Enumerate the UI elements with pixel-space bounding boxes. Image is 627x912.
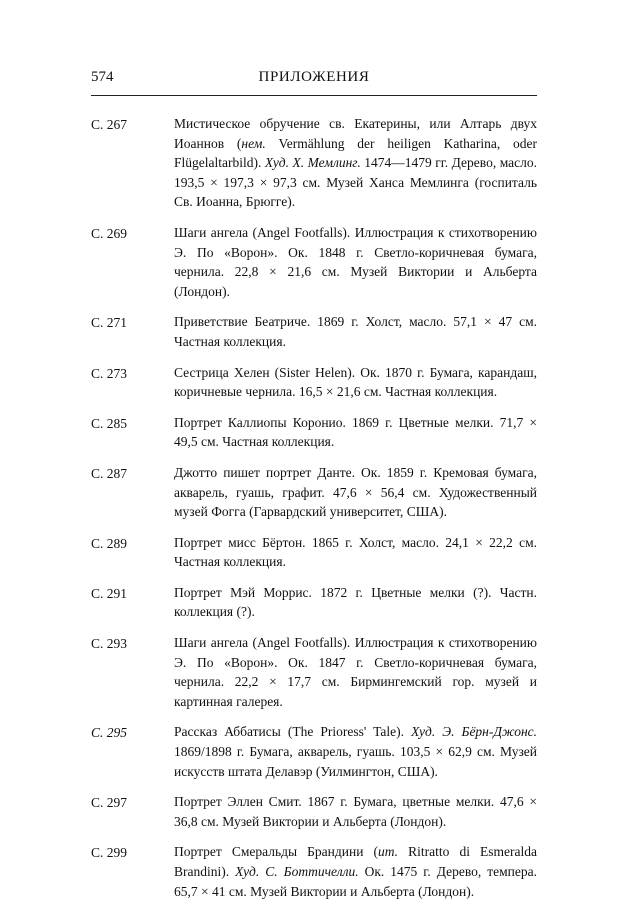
text-fragment: Мистическое обручение св. Екатерины, или Алтарь двух Иоаннов ( (174, 116, 537, 151)
list-item (91, 463, 537, 522)
illustration-description (174, 363, 537, 402)
list-item (91, 223, 537, 301)
italic-fragment: Худ. Э. Бёрн-Джонс. (411, 724, 538, 740)
illustration-description (174, 413, 537, 452)
text-fragment: Рассказ Аббатисы (The Prioress' Tale). (174, 724, 412, 740)
text-fragment: Портрет Мэй Моррис. 1872 г. Цветные мелки (?). Частн. коллекция (?). (174, 584, 537, 620)
italic-fragment: Худ. С. Боттичелли. (235, 864, 359, 879)
italic-fragment: нем. (241, 135, 266, 151)
text-fragment: Портрет Каллиопы Коронио. 1869 г. Цветные мелки. 71,7 × 49,5 см. Частная коллекция. (174, 414, 537, 450)
list-item (91, 842, 537, 901)
illustration-description (174, 114, 537, 212)
page-reference: С. 287 (91, 465, 128, 481)
illustration-description (174, 633, 537, 711)
illustration-description (174, 463, 537, 522)
illustration-list (91, 114, 537, 912)
illustration-description (174, 842, 537, 901)
list-item (91, 363, 537, 402)
text-fragment: Ritratto di Esmeralda Brandini). (174, 844, 537, 879)
page-number: 574 (91, 69, 114, 85)
page-reference: С. 291 (91, 585, 128, 601)
running-title: ПРИЛОЖЕНИЯ (258, 69, 370, 85)
illustration-description (174, 792, 537, 831)
text-fragment: Портрет Эллен Смит. 1867 г. Бумага, цветные мелки. 47,6 × 36,8 см. Музей Виктории и Альберта (Лондон). (174, 794, 537, 829)
page-reference: С. 269 (91, 225, 128, 241)
page-reference: С. 293 (91, 636, 128, 652)
illustration-description (174, 312, 537, 351)
text-fragment: Сестрица Хелен (Sister Helen). Ок. 1870 г. Бумага, карандаш, коричневые чернила. 16,5 × 21,6 см. Частная коллекция. (174, 364, 537, 400)
list-item (91, 792, 537, 831)
italic-fragment: ит. (378, 844, 399, 860)
list-item (91, 722, 537, 781)
header-rule (91, 95, 537, 96)
illustration-description (174, 533, 537, 572)
text-fragment: Шаги ангела (Angel Footfalls). Иллюстрация к стихотворению Э. По «Ворон». Ок. 1847 г. Светло-коричневая бумага, чернила. 22,2 × 17,7 см. Бирмингемский гор. музей и картинная галерея. (174, 635, 537, 709)
page-reference: С. 295 (91, 725, 128, 741)
text-fragment: Портрет Смеральды Брандини ( (174, 844, 378, 860)
page-reference: С. 297 (91, 795, 128, 811)
page-header (91, 69, 537, 93)
page-reference: С. 273 (91, 365, 128, 381)
illustration-description (174, 583, 537, 622)
illustration-description (174, 722, 537, 781)
text-fragment: Портрет мисс Бёртон. 1865 г. Холст, масло. 24,1 × 22,2 см. Частная коллекция. (174, 534, 537, 570)
page-reference: С. 299 (91, 845, 128, 861)
page-reference: С. 289 (91, 535, 128, 551)
page-reference: С. 285 (91, 415, 128, 431)
list-item (91, 312, 537, 351)
list-item (91, 633, 537, 711)
page-reference: С. 267 (91, 117, 128, 132)
page-reference: С. 271 (91, 315, 128, 331)
list-item (91, 114, 537, 212)
illustration-description (174, 223, 537, 301)
text-fragment: Приветствие Беатриче. 1869 г. Холст, масло. 57,1 × 47 см. Частная коллекция. (174, 314, 537, 349)
list-item (91, 533, 537, 572)
text-fragment: Шаги ангела (Angel Footfalls). Иллюстрация к стихотворению Э. По «Ворон». Ок. 1848 г. Светло-коричневая бумага, чернила. 22,8 × 21,6 см. Музей Виктории и Альберта (Лондон). (174, 224, 537, 299)
text-fragment: 1869/1898 г. Бумага, акварель, гуашь. 103,5 × 62,9 см. Музей искусств штата Делавэр (Уилмингтон, США). (174, 744, 537, 779)
italic-fragment: Худ. Х. Мемлинг. (264, 155, 361, 171)
list-item (91, 583, 537, 622)
text-fragment: Vermählung der heiligen Katharina, oder Flügelaltarbild). (174, 135, 538, 171)
list-item (91, 413, 537, 452)
text-fragment: Джотто пишет портрет Данте. Ок. 1859 г. Кремовая бумага, акварель, гуашь, графит. 47,6 × 56,4 см. Художественный музей Фогга (Гарвардский университет, США). (174, 464, 537, 520)
text-fragment: 1474—1479 гг. Дерево, масло. 193,5 × 197,3 × 97,3 см. Музей Ханса Мемлинга (госпиталь Св. Иоанна, Брюгге). (174, 155, 537, 210)
text-fragment: Ок. 1475 г. Дерево, темпера. 65,7 × 41 см. Музей Виктории и Альберта (Лондон). (174, 864, 537, 899)
